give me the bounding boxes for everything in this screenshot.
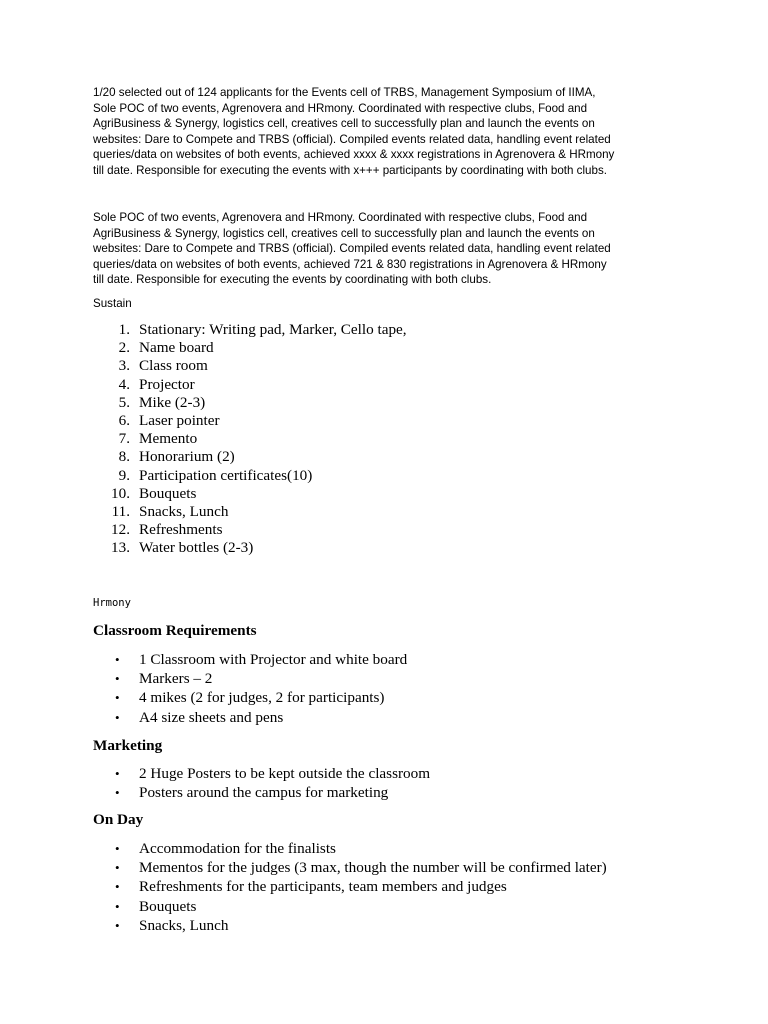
list-item — [93, 357, 407, 375]
sustain-list — [93, 321, 407, 558]
hrmony-label: Hrmony — [93, 597, 131, 609]
bullet-icon: • — [115, 917, 120, 933]
list-number: 3. — [118, 357, 130, 375]
list-item-text: Projector — [139, 375, 195, 393]
list-item — [93, 485, 407, 503]
list-item — [93, 783, 430, 802]
list-item-text: Posters around the campus for marketing — [139, 784, 389, 802]
paragraph-line: websites: Dare to Compete and TRBS (official). Compiled events related data, handling event related — [93, 242, 611, 256]
list-item-text: Mike (2-3) — [139, 393, 206, 411]
list-number: 1. — [118, 321, 130, 338]
list-item-text: Participation certificates(10) — [139, 466, 313, 484]
list-item-text: Bouquets — [139, 484, 197, 502]
bullet-icon: • — [115, 879, 120, 895]
list-number: 10. — [111, 484, 130, 502]
sustain-label: Sustain — [93, 297, 132, 310]
paragraph-line: queries/data on websites of both events, achieved 721 & 830 registrations in Agrenovera & HRmony — [93, 257, 607, 271]
bullet-icon: • — [115, 860, 120, 876]
list-item-text: Snacks, Lunch — [139, 916, 229, 934]
list-item-text: Refreshments for the participants, team members and judges — [139, 878, 507, 896]
list-item — [93, 839, 607, 858]
list-item-text: Memento — [139, 430, 198, 448]
list-number: 7. — [118, 430, 130, 448]
paragraph-line: Sole POC of two events, Agrenovera and HRmony. Coordinated with respective clubs, Food and — [93, 211, 588, 224]
paragraph-events-cell-selection — [93, 85, 693, 179]
paragraph-line: AgriBusiness & Synergy, logistics cell, creatives cell to successfully plan and launch the events on — [93, 226, 595, 240]
list-item-text: Snacks, Lunch — [139, 503, 229, 521]
list-item — [93, 897, 607, 916]
bullet-icon: • — [115, 709, 120, 725]
list-item — [93, 321, 407, 339]
paragraph-line: 1/20 selected out of 124 applicants for the Events cell of TRBS, Management Symposium of IIMA, — [93, 86, 596, 99]
list-item-text: Markers – 2 — [139, 670, 213, 688]
list-item — [93, 764, 430, 783]
list-number: 12. — [111, 521, 130, 539]
list-item — [93, 539, 407, 557]
list-number: 11. — [111, 503, 130, 521]
list-item — [93, 503, 407, 521]
list-number: 5. — [118, 393, 130, 411]
list-item — [93, 708, 407, 727]
list-item-text: 4 mikes (2 for judges, 2 for participants) — [139, 689, 385, 707]
bullet-icon: • — [115, 766, 120, 781]
list-number: 6. — [118, 412, 130, 430]
list-item — [93, 394, 407, 412]
classroom-requirements-list — [93, 650, 407, 727]
list-number: 13. — [111, 539, 130, 557]
list-number: 2. — [118, 339, 130, 357]
list-item-text: Bouquets — [139, 897, 197, 915]
bullet-icon: • — [115, 841, 120, 856]
classroom-requirements-heading: Classroom Requirements — [93, 622, 257, 639]
list-item — [93, 376, 407, 394]
list-item-text: Class room — [139, 357, 208, 375]
paragraph-sole-poc — [93, 210, 693, 288]
paragraph-line: till date. Responsible for executing the events by coordinating with both clubs. — [93, 273, 492, 287]
list-item-text: Laser pointer — [139, 412, 220, 430]
list-item — [93, 430, 407, 448]
list-item-text: Stationary: Writing pad, Marker, Cello tape, — [139, 321, 407, 338]
list-item-text: A4 size sheets and pens — [139, 708, 284, 726]
list-number: 9. — [118, 466, 130, 484]
list-item — [93, 467, 407, 485]
list-item-text: Name board — [139, 339, 214, 357]
paragraph-line: till date. Responsible for executing the events with x+++ participants by coordinating with both clubs. — [93, 163, 607, 177]
paragraph-line: Sole POC of two events, Agrenovera and HRmony. Coordinated with respective clubs, Food and — [93, 101, 588, 115]
bullet-icon: • — [115, 898, 120, 914]
list-number: 4. — [118, 375, 130, 393]
list-item — [93, 669, 407, 688]
list-item — [93, 339, 407, 357]
list-item-text: 2 Huge Posters to be kept outside the classroom — [139, 765, 431, 782]
list-item-text: Refreshments — [139, 521, 223, 539]
list-item — [93, 448, 407, 466]
list-item-text: Mementos for the judges (3 max, though the number will be confirmed later) — [139, 859, 607, 877]
paragraph-line: websites: Dare to Compete and TRBS (official). Compiled events related data, handling event related — [93, 132, 611, 146]
bullet-icon: • — [115, 785, 120, 801]
on-day-list — [93, 839, 607, 935]
paragraph-line: AgriBusiness & Synergy, logistics cell, creatives cell to successfully plan and launch the events on — [93, 117, 595, 131]
on-day-heading: On Day — [93, 811, 144, 828]
list-item — [93, 521, 407, 539]
list-item — [93, 916, 607, 935]
list-item — [93, 412, 407, 430]
list-item-text: Honorarium (2) — [139, 448, 235, 466]
list-item — [93, 650, 407, 669]
marketing-heading: Marketing — [93, 737, 163, 754]
list-item — [93, 858, 607, 877]
list-item-text: 1 Classroom with Projector and white board — [139, 651, 408, 668]
list-number: 8. — [118, 448, 130, 466]
marketing-list — [93, 764, 430, 802]
list-item-text: Water bottles (2-3) — [139, 539, 254, 557]
bullet-icon: • — [115, 690, 120, 706]
bullet-icon: • — [115, 671, 120, 687]
list-item-text: Accommodation for the finalists — [139, 840, 336, 857]
bullet-icon: • — [115, 652, 120, 667]
list-item — [93, 877, 607, 896]
list-item — [93, 688, 407, 707]
paragraph-line: queries/data on websites of both events, achieved xxxx & xxxx registrations in Agrenovera & HRmony — [93, 148, 615, 162]
